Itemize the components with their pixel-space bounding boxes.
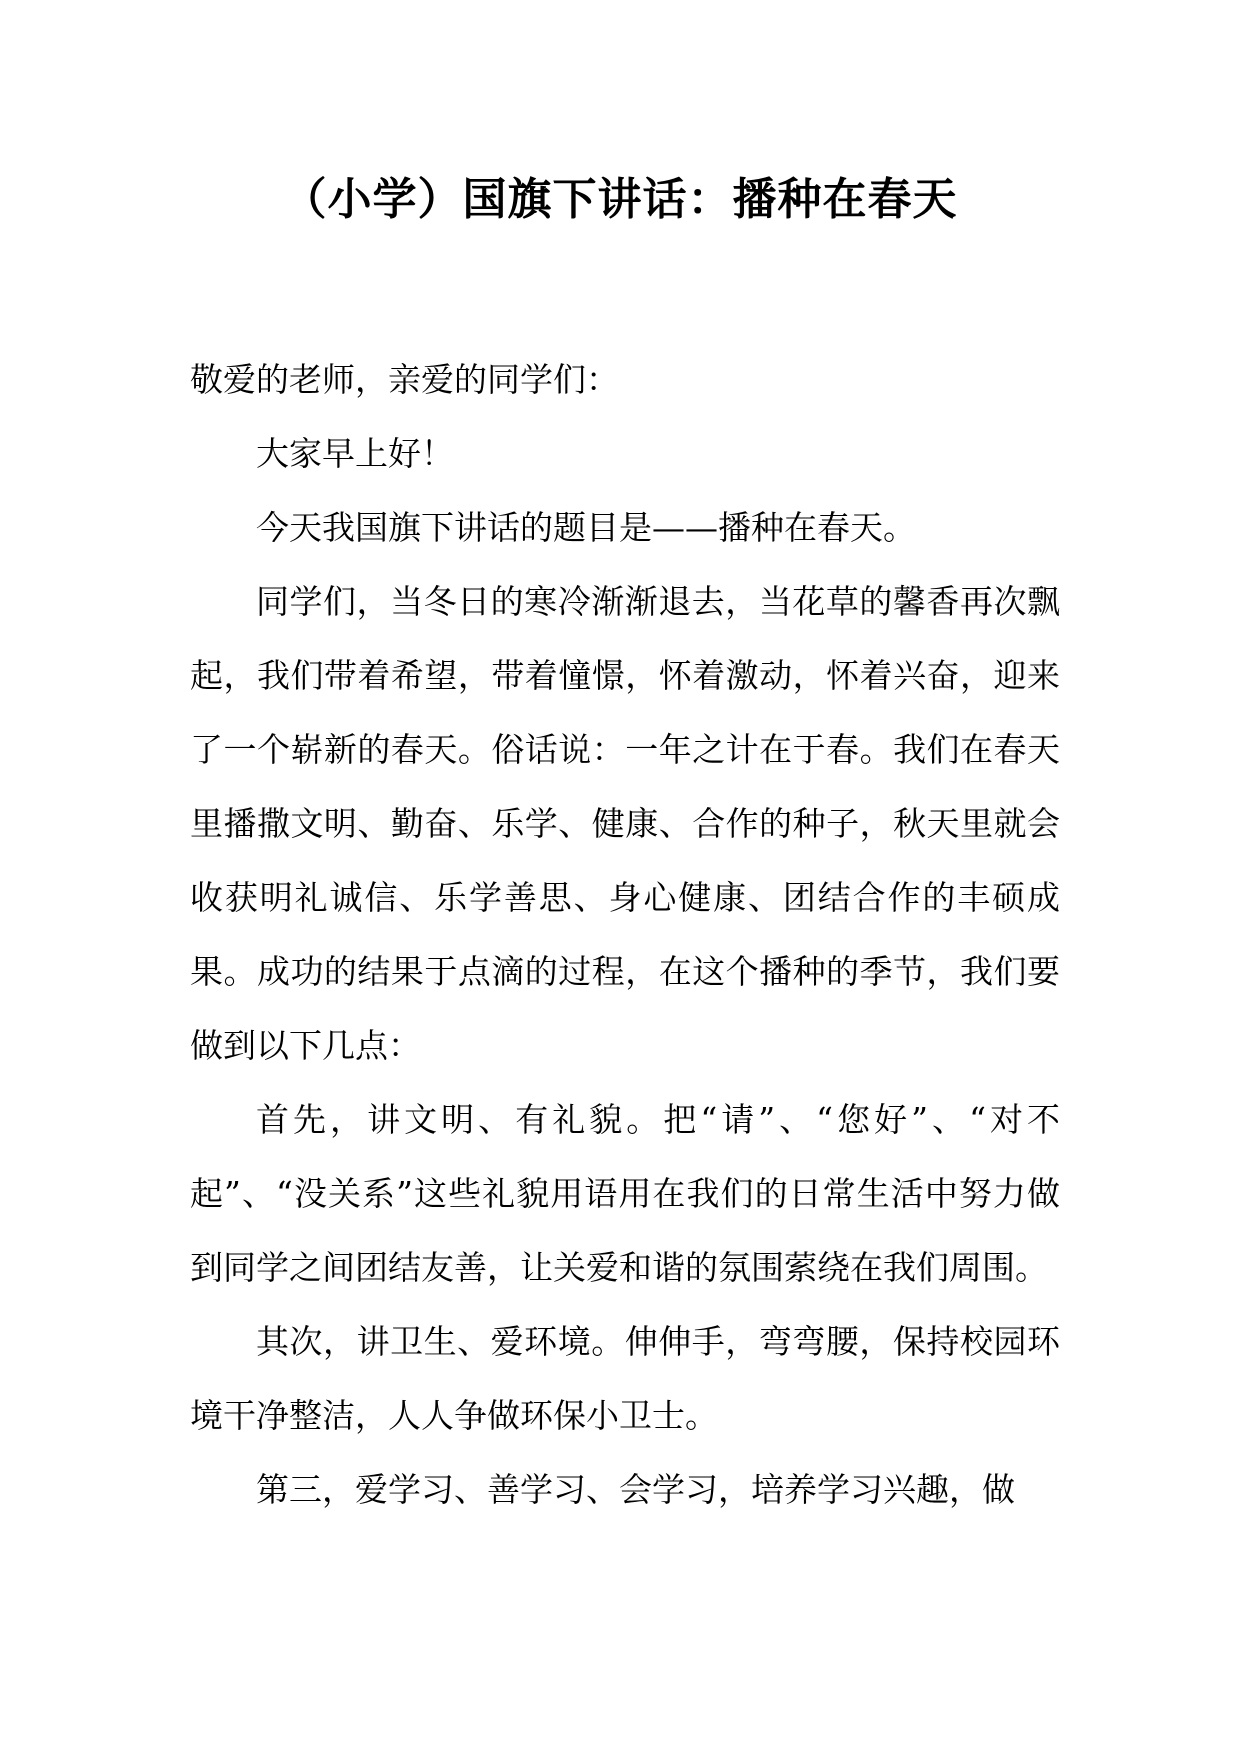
point-one-paragraph: 首先，讲文明、有礼貌。把“请”、“您好”、“对不起”、“没关系”这些礼貌用语用在我们的日常生活中努力做到同学之间团结友善，让关爱和谐的氛围萦绕在我们周围。 xyxy=(190,1100,1060,1287)
point-three-paragraph: 第三，爱学习、善学习、会学习，培养学习兴趣，做 xyxy=(256,1470,1015,1509)
greeting-paragraph: 大家早上好！ xyxy=(256,434,454,473)
topic-paragraph: 今天我国旗下讲话的题目是——播种在春天。 xyxy=(256,508,916,547)
point-two-paragraph: 其次，讲卫生、爱环境。伸伸手，弯弯腰，保持校园环境干净整洁，人人争做环保小卫士。 xyxy=(190,1322,1060,1435)
document-body xyxy=(190,343,1060,1527)
intro-paragraph: 同学们，当冬日的寒冷渐渐退去，当花草的馨香再次飘起，我们带着希望，带着憧憬，怀着激动，怀着兴奋，迎来了一个崭新的春天。俗话说：一年之计在于春。我们在春天里播撒文明、勤奋、乐学、健康、合作的种子，秋天里就会收获明礼诚信、乐学善思、身心健康、团结合作的丰硕成果。成功的结果于点滴的过程，在这个播种的季节，我们要做到以下几点： xyxy=(190,582,1060,1065)
document-title: （小学）国旗下讲话：播种在春天 xyxy=(282,174,958,225)
salutation-paragraph: 敬爱的老师，亲爱的同学们： xyxy=(190,360,619,399)
